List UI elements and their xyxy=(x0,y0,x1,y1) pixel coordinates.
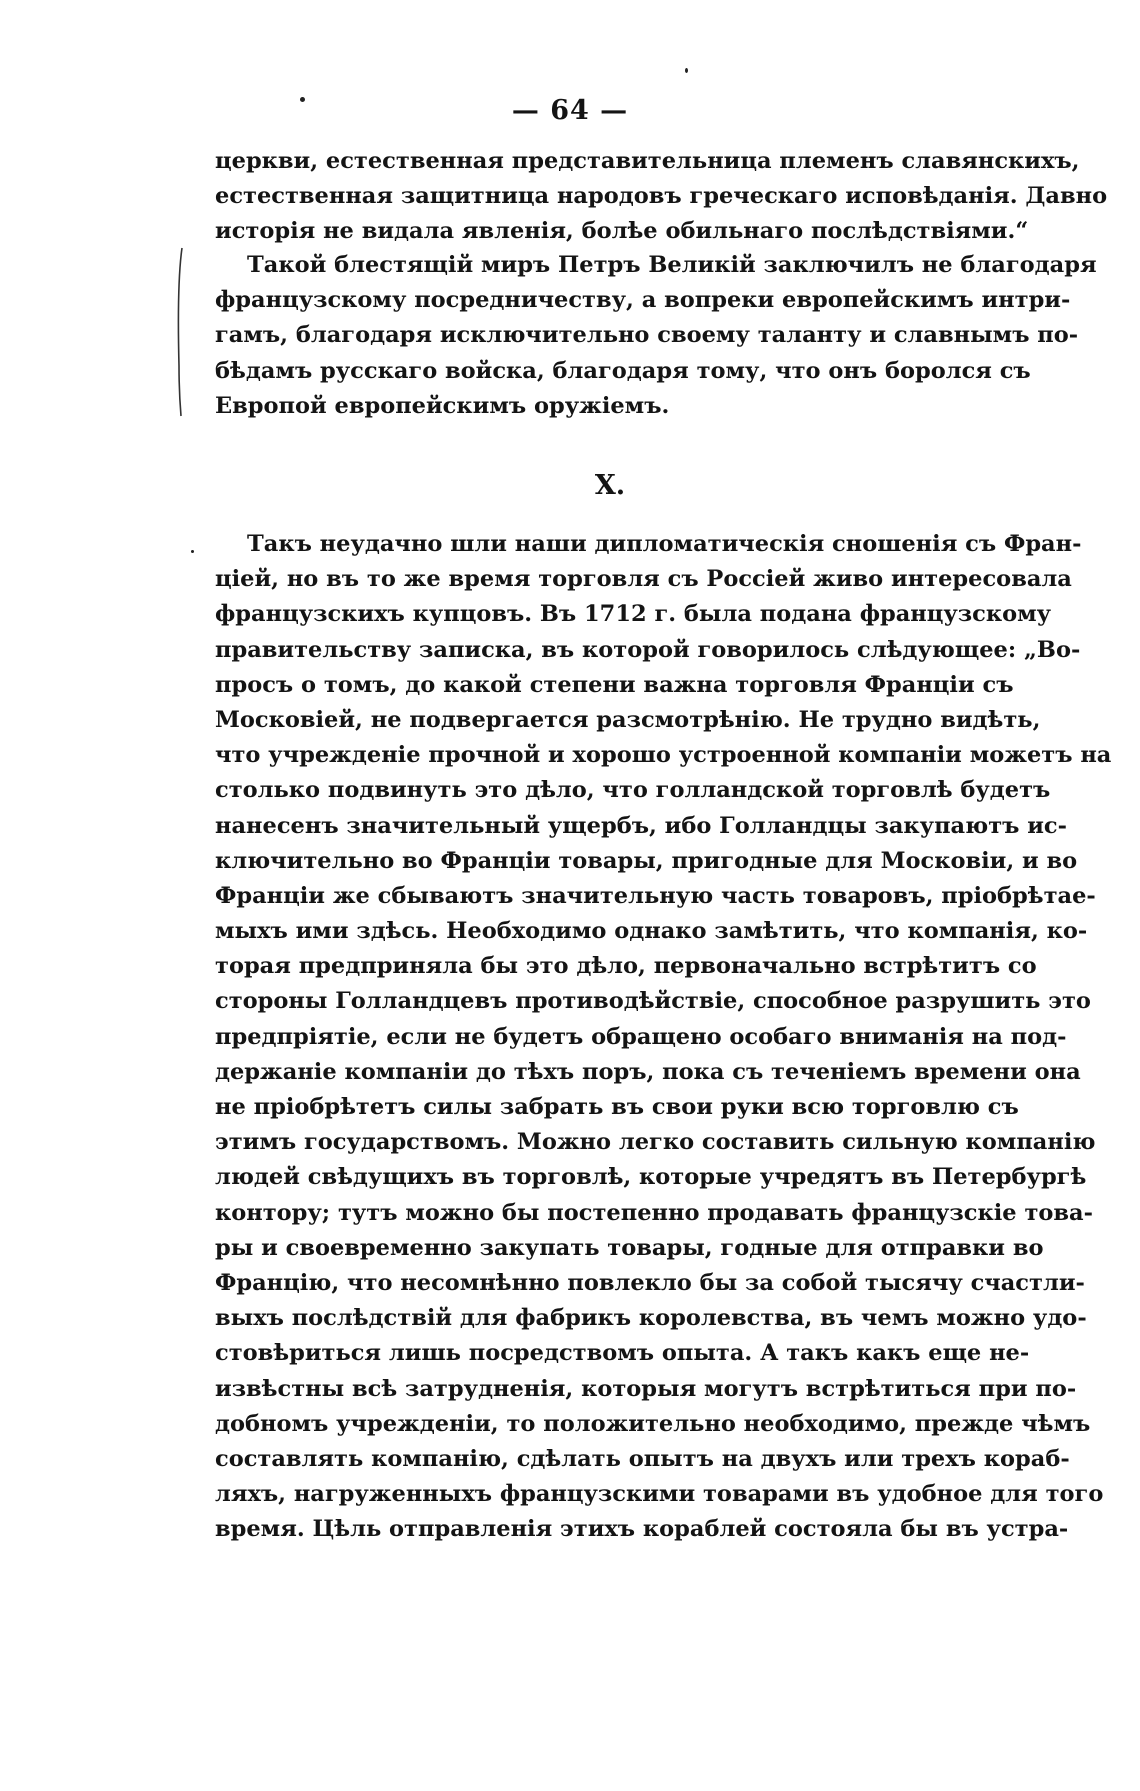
text-line: нанесенъ значительный ущербъ, ибо Голландцы закупаютъ ис- xyxy=(215,812,1067,839)
text-line: просъ о томъ, до какой степени важна торговля Франціи съ xyxy=(215,671,1014,698)
text-line: выхъ послѣдствій для фабрикъ королевства, въ чемъ можно удо- xyxy=(215,1305,1087,1332)
text-line: гамъ, благодаря исключительно своему таланту и славнымъ по- xyxy=(215,322,1079,349)
text-line: мыхъ ими здѣсь. Необходимо однако замѣтить, что компанія, ко- xyxy=(215,918,1088,945)
print-speck xyxy=(685,68,688,73)
text-line: людей свѣдущихъ въ торговлѣ, которые учредятъ въ Петербургѣ xyxy=(215,1164,1087,1191)
text-line: ры и своевременно закупать товары, годные для отправки во xyxy=(215,1234,1044,1261)
text-line: Франціи же сбываютъ значительную часть товаровъ, пріобрѣтае- xyxy=(215,882,1096,909)
paragraph-continuation xyxy=(215,144,1108,250)
text-line: что учрежденіе прочной и хорошо устроенной компаніи можетъ на xyxy=(215,742,1112,769)
print-speck xyxy=(191,550,194,553)
paragraph-peace xyxy=(215,248,1097,424)
page-number: — 64 — xyxy=(511,95,629,126)
text-line: время. Цѣль отправленія этихъ кораблей состояла бы въ устра- xyxy=(215,1516,1069,1543)
text-line: правительству записка, въ которой говорилось слѣдующее: „Во- xyxy=(215,636,1081,663)
text-line: Московіей, не подвергается разсмотрѣнію. Не трудно видѣть, xyxy=(215,706,1041,733)
text-line: Францію, что несомнѣнно повлекло бы за собой тысячу счастли- xyxy=(215,1269,1085,1296)
text-line: стороны Голландцевъ противодѣйствіе, способное разрушить это xyxy=(215,988,1091,1015)
text-line: Такой блестящій миръ Петръ Великій заключилъ не благодаря xyxy=(247,252,1097,278)
text-line: французскихъ купцовъ. Въ 1712 г. была подана французскому xyxy=(215,601,1052,628)
text-line: держаніе компаніи до тѣхъ поръ, пока съ теченіемъ времени она xyxy=(215,1058,1081,1085)
text-line: Такъ неудачно шли наши дипломатическія сношенія съ Фран- xyxy=(247,531,1082,557)
section-heading: X. xyxy=(594,470,626,501)
text-line: контору; тутъ можно бы постепенно продавать французскіе това- xyxy=(215,1199,1093,1226)
text-line: не пріобрѣтетъ силы забрать въ свои руки всю торговлю съ xyxy=(215,1094,1019,1120)
text-line: ключительно во Франціи товары, пригодные для Московіи, и во xyxy=(215,847,1078,874)
text-line: исторія не видала явленія, болѣе обильнаго послѣдствіями.“ xyxy=(215,218,1029,245)
text-line: добномъ учрежденіи, то положительно необходимо, прежде чѣмъ xyxy=(215,1410,1091,1437)
text-line: этимъ государствомъ. Можно легко составить сильную компанію xyxy=(215,1129,1096,1156)
margin-bracket-mark xyxy=(176,246,184,418)
text-line: предпріятіе, если не будетъ обращено особаго вниманія на под- xyxy=(215,1023,1067,1050)
text-line: бѣдамъ русскаго войска, благодаря тому, что онъ боролся съ xyxy=(215,357,1031,384)
text-line: извѣстны всѣ затрудненія, которыя могутъ встрѣтиться при по- xyxy=(215,1375,1077,1402)
paragraph-trade xyxy=(215,527,1112,1547)
text-line: ляхъ, нагруженныхъ французскими товарами въ удобное для того xyxy=(215,1481,1104,1508)
text-line: французскому посредничеству, а вопреки европейскимъ интри- xyxy=(215,287,1071,314)
text-line: торая предприняла бы это дѣло, первоначально встрѣтитъ со xyxy=(215,953,1037,980)
text-line: Европой европейскимъ оружіемъ. xyxy=(215,392,670,419)
text-line: церкви, естественная представительница племенъ славянскихъ, xyxy=(215,148,1080,174)
text-line: составлять компанію, сдѣлать опытъ на двухъ или трехъ кораб- xyxy=(215,1445,1070,1472)
text-line: ціей, но въ то же время торговля съ Россіей живо интересовала xyxy=(215,566,1072,593)
text-line: столько подвинуть это дѣло, что голландской торговлѣ будетъ xyxy=(215,777,1051,804)
text-line: естественная защитница народовъ греческаго исповѣданія. Давно xyxy=(215,183,1108,210)
text-line: стовѣриться лишь посредствомъ опыта. А такъ какъ еще не- xyxy=(215,1340,1030,1367)
